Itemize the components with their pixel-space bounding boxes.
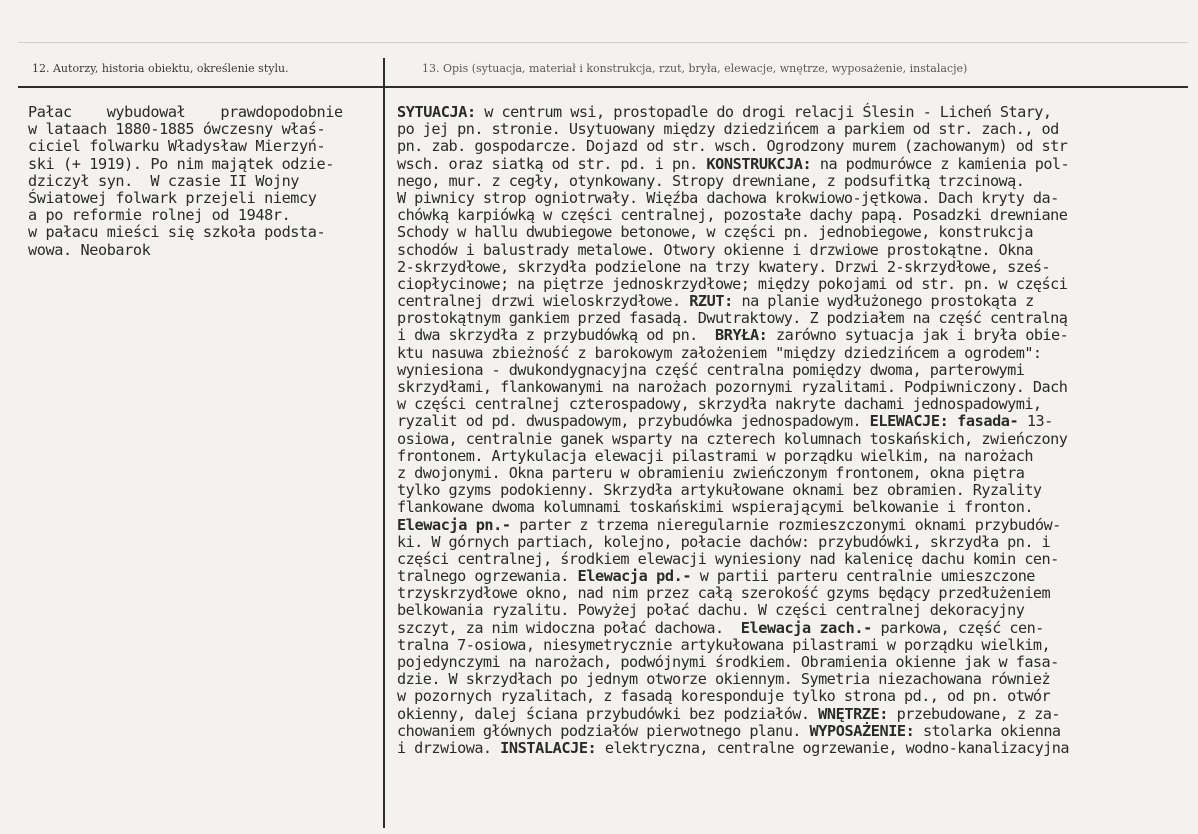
description-text-run: z dwojonymi. Okna parteru w obramieniu zwieńczonym frontonem, okna piętra — [397, 463, 1025, 482]
description-line — [397, 585, 1069, 602]
description-line — [397, 602, 1069, 619]
section-keyword: Elewacja pn.- — [397, 515, 511, 534]
description-line — [397, 224, 1069, 241]
description-text-run: flankowane dwoma kolumnami toskańskimi wspierającymi belkowanie i fronton. — [397, 498, 1033, 517]
top-divider — [18, 42, 1188, 43]
section-keyword: BRYŁA: — [714, 326, 768, 345]
description-line — [397, 190, 1069, 207]
description-line — [397, 671, 1069, 688]
description-line — [397, 465, 1069, 482]
history-line: wowa. Neobarok — [28, 240, 151, 259]
description-line — [397, 620, 1069, 637]
description-text-run: stolarka okienna — [914, 721, 1061, 740]
section-keyword: Elewacja pd.- — [577, 567, 692, 586]
history-text — [28, 104, 343, 259]
description-text-run: na podmurówce z kamienia pol- — [811, 154, 1070, 173]
history-line: Pałac wybudował prawdopodobnie — [28, 103, 343, 121]
description-text-run: nego, mur. z cegły, otynkowany. Stropy drewniane, z podsufitką trzcinową. — [397, 171, 1025, 190]
bleed-through-left — [20, 768, 350, 812]
description-text-run: wsch. oraz siatką od str. pd. i pn. — [397, 154, 707, 173]
description-line — [397, 448, 1069, 465]
description-line — [397, 534, 1069, 551]
description-line — [397, 499, 1069, 516]
description-text-run: ryzalit od pd. dwuspadowym, przybudówka jednospadowym. — [397, 412, 870, 431]
description-text-run: tylko gzyms podokienny. Skrzydła artykułowane oknami bez obramien. Ryzality — [397, 481, 1042, 500]
description-text-run: i drzwiowa. — [397, 738, 501, 757]
description-text-run: centralnej drzwi wieloskrzydłowe. — [397, 292, 690, 311]
section-keyword: RZUT: — [689, 292, 733, 311]
bleed-through-right — [420, 768, 1160, 812]
description-text-run: belkowania ryzalitu. Powyżej połać dachu. W części centralnej dekoracyjny — [397, 601, 1025, 620]
description-line — [397, 551, 1069, 568]
history-line: w lataach 1880-1885 ówczesny właś- — [28, 120, 326, 139]
description-text-run: chowaniem głównych podziałów pierwotnego planu. — [397, 721, 810, 740]
description-text-run: po jej pn. stronie. Usytuowany między dziedzińcem a parkiem od str. zach., od — [397, 120, 1059, 139]
description-text-run: w części centralnej czterospadowy, skrzydła nakryte dachami jednospadowymi, — [397, 395, 1042, 414]
description-line — [397, 740, 1069, 757]
description-line — [397, 173, 1069, 190]
description-line — [397, 242, 1069, 259]
description-line — [397, 654, 1069, 671]
description-text-run: i dwa skrzydła z przybudówką od pn. — [397, 326, 715, 345]
description-text-run: w pozornych ryzalitach, z fasadą koresponduje tylko strona pd., od pn. otwór — [397, 687, 1051, 706]
description-line — [397, 121, 1069, 138]
description-text-run: dzie. W skrzydłach po jednym otworze okiennym. Symetria niezachowana również — [397, 670, 1051, 689]
description-line — [397, 310, 1069, 327]
description-text-run: frontonem. Artykulacja elewacji pilastrami w porządku wielkim, na narożach — [397, 446, 1033, 465]
description-text-run: parkowa, część cen- — [871, 618, 1044, 637]
description-text-run: Schody w hallu dwubiegowe betonowe, w części pn. jednobiegowe, konstrukcja — [397, 223, 1033, 242]
history-line: w pałacu mieści się szkoła podsta- — [28, 223, 326, 242]
description-text-run: tralnego ogrzewania. — [397, 567, 578, 586]
description-text-run: skrzydłami, flankowanymi na narożach pozornymi ryzalitami. Podpiwniczony. Dach — [397, 378, 1068, 396]
description-text-run: 2-skrzydłowe, skrzydła podzielone na trzy kwatery. Drzwi 2-skrzydłowe, sześ- — [397, 257, 1051, 276]
description-line — [397, 482, 1069, 499]
description-line — [397, 104, 1069, 121]
description-line — [397, 379, 1069, 396]
description-text-run: pojedynczymi na narożach, podwójnymi środkiem. Obramienia okienne jak w fasa- — [397, 653, 1059, 671]
description-line — [397, 396, 1069, 413]
description-text-run: ktu nasuwa zbieżność z barokowym założeniem "między dziedzińcem a ogrodem": — [397, 343, 1042, 362]
description-text-run: wyniesiona - dwukondygnacyjna część centralna pomiędzy dwoma, parterowymi — [397, 360, 1025, 379]
section-keyword: WNĘTRZE: — [818, 704, 889, 723]
description-text-run: 13- — [1018, 412, 1053, 431]
description-line — [397, 259, 1069, 276]
description-text-run: części centralnej, środkiem elewacji wyniesiony nad kalenicę dachu komin cen- — [397, 549, 1059, 568]
description-line — [397, 517, 1069, 534]
description-line — [397, 723, 1069, 740]
history-line: ciciel folwarku Władysław Mierzyń- — [28, 137, 326, 156]
description-text-run: ki. W górnych partiach, kolejno, połacie dachów: przybudówki, skrzydła pn. i — [397, 532, 1051, 551]
description-text-run: prostokątnym gankiem przed fasadą. Dwutraktowy. Z podziałem na część centralną — [397, 309, 1068, 328]
description-text-run: elektryczna, centralne ogrzewanie, wodno-kanalizacyjna — [596, 738, 1069, 757]
description-line — [397, 293, 1069, 310]
header-divider — [18, 86, 1188, 88]
description-text-run: szczyt, za nim widoczna połać dachowa. — [397, 618, 741, 637]
description-text-run: zarówno sytuacja jak i bryła obie- — [767, 326, 1069, 345]
description-line — [397, 706, 1069, 723]
section-keyword: Elewacja zach.- — [740, 618, 872, 637]
description-text-run: W piwnicy strop ogniotrwały. Więźba dachowa krokwiowo-jętkowa. Dach kryty da- — [397, 188, 1059, 207]
description-line — [397, 637, 1069, 654]
section-keyword: WYPOSAŻENIE: — [809, 721, 915, 740]
description-line — [397, 345, 1069, 362]
description-text — [397, 104, 1069, 757]
description-line — [397, 688, 1069, 705]
description-text-run: pn. zab. gospodarcze. Dojazd od str. wsch. Ogrodzony murem (zachowanym) od str — [397, 137, 1068, 156]
description-line — [397, 431, 1069, 448]
section-keyword: SYTUACJA: — [397, 103, 476, 121]
description-text-run: parter z trzema nieregularnie rozmieszczonymi oknami przybudów- — [510, 515, 1061, 534]
section-keyword: INSTALACJE: — [500, 738, 597, 757]
history-line: ski (+ 1919). Po nim majątek odzie- — [28, 154, 335, 173]
description-text-run: chówką karpiówką w części centralnej, pozostałe dachy papą. Posadzki drewniane — [397, 206, 1068, 225]
description-text-run: okienny, dalej ściana przybudówki bez podziałów. — [397, 704, 819, 723]
section-keyword: ELEWACJE: fasada- — [869, 412, 1019, 431]
description-text-run: przebudowane, z za- — [888, 704, 1060, 723]
history-line: Światowej folwark przejeli niemcy — [28, 188, 317, 207]
description-line — [397, 362, 1069, 379]
section-keyword: KONSTRUKCJA: — [706, 154, 812, 173]
history-line: a po reformie rolnej od 1948r. — [28, 206, 291, 225]
column-divider — [383, 58, 385, 828]
description-text-run: w centrum wsi, prostopadle do drogi relacji Ślesin - Licheń Stary, — [475, 103, 1052, 121]
description-text-run: trzyskrzydłowe okno, nad nim przez całą szerokość gzyms będący przedłużeniem — [397, 584, 1051, 603]
description-text-run: osiowa, centralnie ganek wsparty na czterech kolumnach toskańskich, zwieńczony — [397, 429, 1068, 448]
section-13-header: 13. Opis (sytuacja, materiał i konstrukcja, rzut, bryła, elewacje, wnętrze, wyposażenie, instalacje) — [422, 62, 968, 75]
description-line — [397, 138, 1069, 155]
description-text-run: ciopłycinowe; na piętrze jednoskrzydłowe; między pokojami od str. pn. w części — [397, 274, 1068, 293]
description-text-run: schodów i balustrady metalowe. Otwory okienne i drzwiowe prostokątne. Okna — [397, 240, 1033, 259]
description-text-run: w partii parteru centralnie umieszczone — [691, 567, 1035, 586]
description-line — [397, 207, 1069, 224]
description-line — [397, 327, 1069, 344]
description-line — [397, 276, 1069, 293]
history-line: dziczył syn. W czasie II Wojny — [28, 171, 300, 190]
description-line — [397, 156, 1069, 173]
description-line — [397, 568, 1069, 585]
description-text-run: na planie wydłużonego prostokąta z — [732, 292, 1034, 311]
description-line — [397, 413, 1069, 430]
description-text-run: tralna 7-osiowa, niesymetrycznie artykułowana pilastrami w porządku wielkim, — [397, 635, 1051, 654]
section-12-header: 12. Autorzy, historia obiektu, określenie stylu. — [32, 62, 289, 75]
